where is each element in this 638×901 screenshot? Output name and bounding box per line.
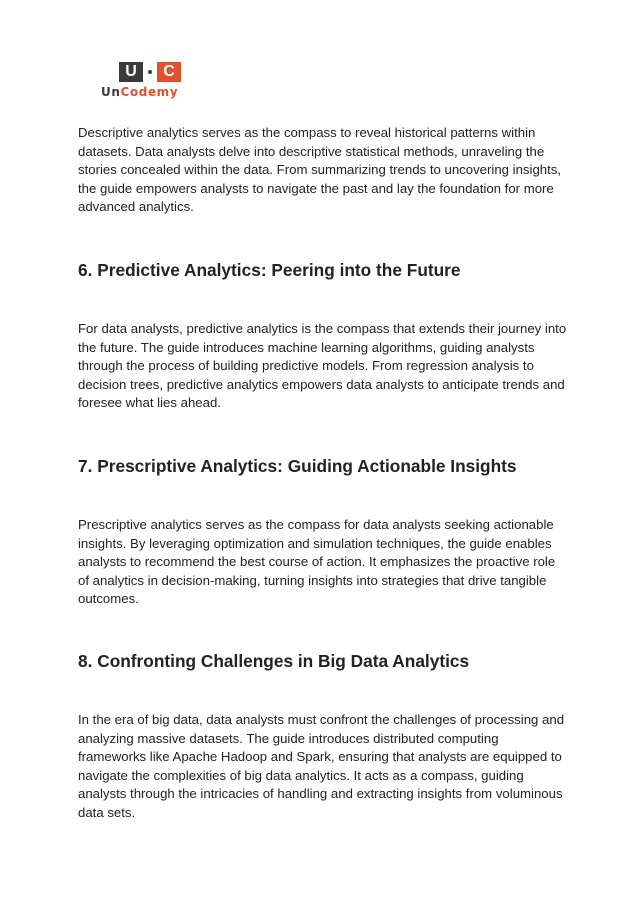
heading-big-data-challenges: 8. Confronting Challenges in Big Data Analytics bbox=[78, 651, 470, 671]
logo-badge-u: U bbox=[119, 62, 143, 82]
logo-badge-c: C bbox=[157, 62, 181, 82]
logo-word-un: Un bbox=[101, 85, 121, 99]
logo-wordmark bbox=[101, 85, 178, 99]
logo-dot bbox=[143, 62, 157, 82]
paragraph-prescriptive-analytics: Prescriptive analytics serves as the compass for data analysts seeking actionable insights. By leveraging optimization and simulation techniques, the guide enables analysts to recommend the best course of action. It emphasizes the proactive role of analytics in decision-making, turning insights into strategies that drive tangible outcomes. bbox=[78, 517, 556, 607]
paragraph-descriptive-analytics: Descriptive analytics serves as the compass to reveal historical patterns within datasets. Data analysts delve into descriptive statistical methods, unraveling the stories concealed within the data. From summarizing trends to uncovering insights, the guide empowers analysts to navigate the past and lay the foundation for more advanced analytics. bbox=[78, 125, 562, 215]
paragraph-big-data-challenges: In the era of big data, data analysts must confront the challenges of processing and analyzing massive datasets. The guide introduces distributed computing frameworks like Apache Hadoop and Spark, ensuring that analysts are equipped to navigate the complexities of big data analytics. It acts as a compass, guiding analysts through the intricacies of handling and extracting insights from voluminous data sets. bbox=[78, 712, 565, 820]
uncodemy-logo bbox=[101, 62, 201, 102]
heading-prescriptive-analytics: 7. Prescriptive Analytics: Guiding Actionable Insights bbox=[78, 456, 517, 476]
logo-badges bbox=[119, 62, 181, 82]
logo-word-codemy: Codemy bbox=[120, 85, 179, 99]
heading-predictive-analytics: 6. Predictive Analytics: Peering into the Future bbox=[78, 260, 461, 280]
paragraph-predictive-analytics: For data analysts, predictive analytics is the compass that extends their journey into the future. The guide introduces machine learning algorithms, guiding analysts through the process of building predictive models. From regression analysis to decision trees, predictive analytics empowers data analysts to anticipate trends and foresee what lies ahead. bbox=[78, 321, 567, 411]
